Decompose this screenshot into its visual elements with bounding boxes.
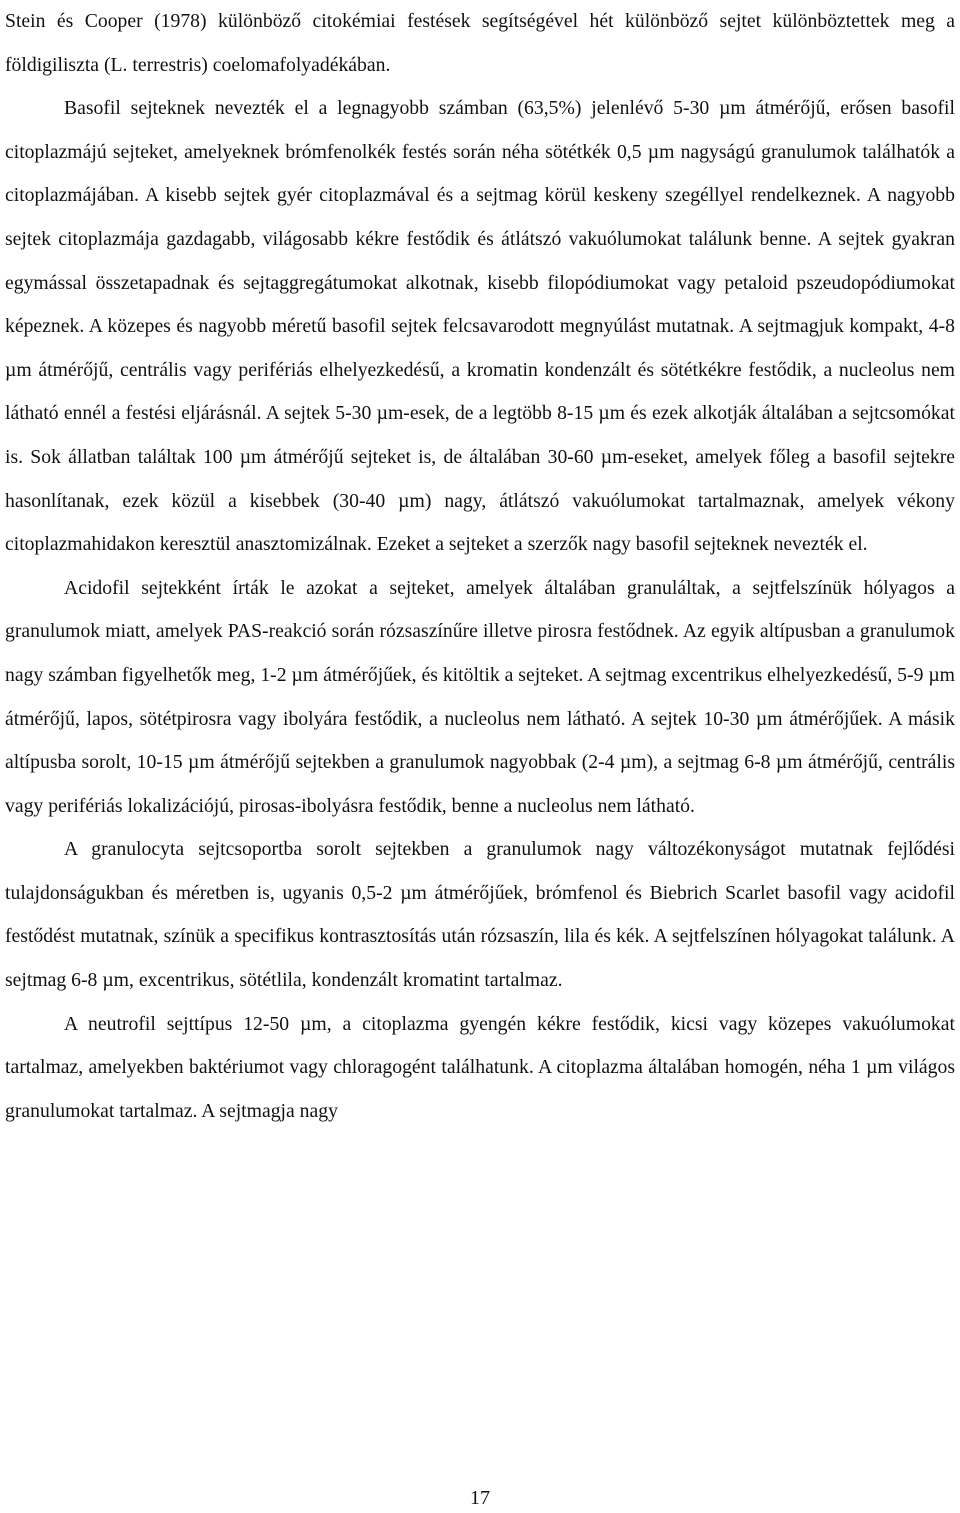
paragraph-neutrofil: A neutrofil sejttípus 12-50 µm, a citoplazma gyengén kékre festődik, kicsi vagy közepes vakuólumokat tartalmaz, amelyekben baktériumot vagy chloragogént találhatunk. A citoplazma általában homogén, néha 1 µm világos granulumokat tartalmaz. A sejtmagja nagy — [5, 1012, 955, 1122]
paragraph-granulocyta: A granulocyta sejtcsoportba sorolt sejtekben a granulumok nagy változékonyságot mutatnak fejlődési tulajdonságukban és méretben is, ugyanis 0,5-2 µm átmérőjűek, brómfenol és Biebrich Scarlet basofil vagy acidofil festődést mutatnak, színük a specifikus kontrasztosítás után rózsaszín, lila és kék. A sejtfelszínen hólyagokat találunk. A sejtmag 6-8 µm, excentrikus, sötétlila, kondenzált kromatint tartalmaz. — [5, 838, 955, 992]
paragraph-intro: Stein és Cooper (1978) különböző citokémiai festések segítségével hét különböző sejtet különböztettek meg a földigiliszta (L. terrestris) coelomafolyadékában. — [5, 10, 955, 76]
paragraph-basofil: Basofil sejteknek nevezték el a legnagyobb számban (63,5%) jelenlévő 5-30 µm átmérőjű, erősen basofil citoplazmájú sejteket, amelyeknek brómfenolkék festés során néha sötétkék 0,5 µm nagyságú granulumok találhatók a citoplazmájában. A kisebb sejtek gyér citoplazmával és a sejtmag körül keskeny szegéllyel rendelkeznek. A nagyobb sejtek citoplazmája gazdagabb, világosabb kékre festődik és átlátszó vakuólumokat találunk benne. A sejtek gyakran egymással összetapadnak és sejtaggregátumokat alkotnak, kisebb filopódiumokat vagy petaloid pszeudopódiumokat képeznek. A közepes és nagyobb méretű basofil sejtek felcsavarodott megnyúlást mutatnak. A sejtmagjuk kompakt, 4-8 µm átmérőjű, centrális vagy perifériás elhelyezkedésű, a kromatin kondenzált és sötétkékre festődik, a nucleolus nem látható ennél a festési eljárásnál. A sejtek 5-30 µm-esek, de a legtöbb 8-15 µm és ezek alkotják általában a sejtcsomókat is. Sok állatban találtak 100 µm átmérőjű sejteket is, de általában 30-60 µm-eseket, amelyek főleg a basofil sejtekre hasonlítanak, ezek közül a kisebbek (30-40 µm) nagy, átlátszó vakuólumokat tartalmaznak, amelyek vékony citoplazmahidakon keresztül anasztomizálnak. Ezeket a sejteket a szerzők nagy basofil sejteknek nevezték el. — [5, 97, 955, 556]
page-number: 17 — [470, 1487, 490, 1509]
document-body — [5, 0, 955, 1133]
paragraph-acidofil: Acidofil sejtekként írták le azokat a sejteket, amelyek általában granuláltak, a sejtfelszínük hólyagos a granulumok miatt, amelyek PAS-reakció során rózsaszínűre illetve pirosra festődnek. Az egyik altípusban a granulumok nagy számban figyelhetők meg, 1-2 µm átmérőjűek, és kitöltik a sejteket. A sejtmag excentrikus elhelyezkedésű, 5-9 µm átmérőjű, lapos, sötétpirosra vagy ibolyára festődik, a nucleolus nem látható. A sejtek 10-30 µm átmérőjűek. A másik altípusba sorolt, 10-15 µm átmérőjű sejtekben a granulumok nagyobbak (2-4 µm), a sejtmag 6-8 µm átmérőjű, centrális vagy perifériás lokalizációjú, pirosas-ibolyásra festődik, benne a nucleolus nem látható. — [5, 576, 955, 817]
